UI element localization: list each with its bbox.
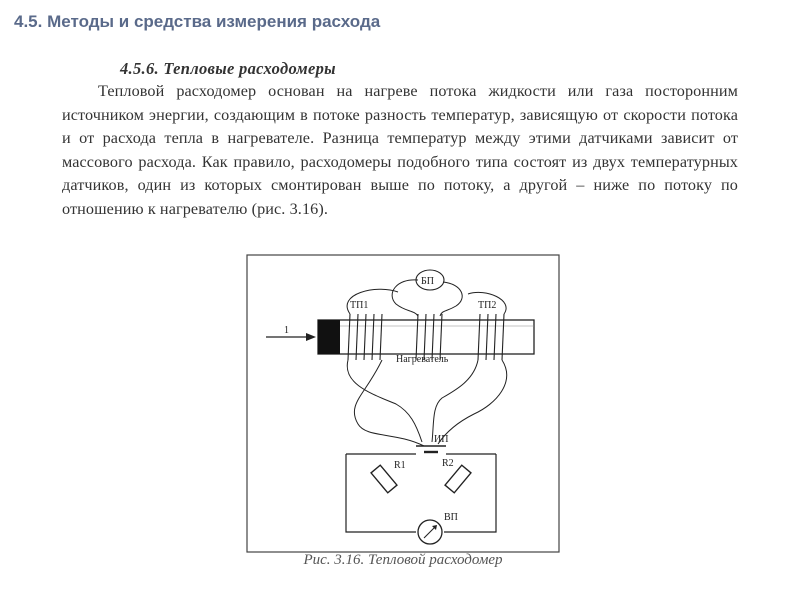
- section-heading: 4.5.6. Тепловые расходомеры: [120, 59, 336, 78]
- scanned-text-block: [62, 58, 738, 222]
- tp2-winding: [478, 314, 504, 360]
- flowmeter-diagram-svg: [246, 254, 560, 554]
- tp2-label: ТП2: [478, 300, 497, 311]
- figure-frame: [247, 255, 559, 552]
- tp1-winding: [348, 314, 382, 360]
- bp-wire-left: [392, 280, 418, 316]
- bp-wire-right: [440, 282, 462, 316]
- bp-top-label: БП: [421, 276, 434, 287]
- flowmeter-diagram: [246, 254, 560, 554]
- tp1-label: ТП1: [350, 300, 369, 311]
- ip-label: ИП: [434, 434, 449, 445]
- flow-label: 1: [284, 325, 289, 336]
- tp1-wire-2: [347, 360, 422, 442]
- figure-caption: Рис. 3.16. Тепловой расходомер: [303, 552, 503, 568]
- tp1-wire: [347, 289, 424, 446]
- section-body-text: Тепловой расходомер основан на нагреве потока жидкости или газа посторонним источником энергии, создающим в потоке разность температур, зависящую от скорости потока и от расхода тепла в нагревателе. Разница температур между этими датчиками зависит от массового расхода. Как правило, расходомеры подобного типа состоят из двух температурных датчиков, один из которых смонтирован выше по потоку, а другой – ниже по потоку по отношению к нагревателю (рис. 3.16).: [62, 82, 738, 218]
- r1-label: R1: [394, 460, 406, 471]
- flow-arrow-head: [306, 333, 316, 341]
- r2-label: R2: [442, 458, 454, 469]
- tp2-wire-2: [432, 360, 478, 442]
- heater-label: Нагреватель: [396, 354, 449, 365]
- vp-label: ВП: [444, 512, 458, 523]
- pipe-inlet-cap: [318, 320, 340, 354]
- r2-resistor: [445, 465, 471, 493]
- slide-title: 4.5. Методы и средства измерения расхода: [14, 12, 381, 31]
